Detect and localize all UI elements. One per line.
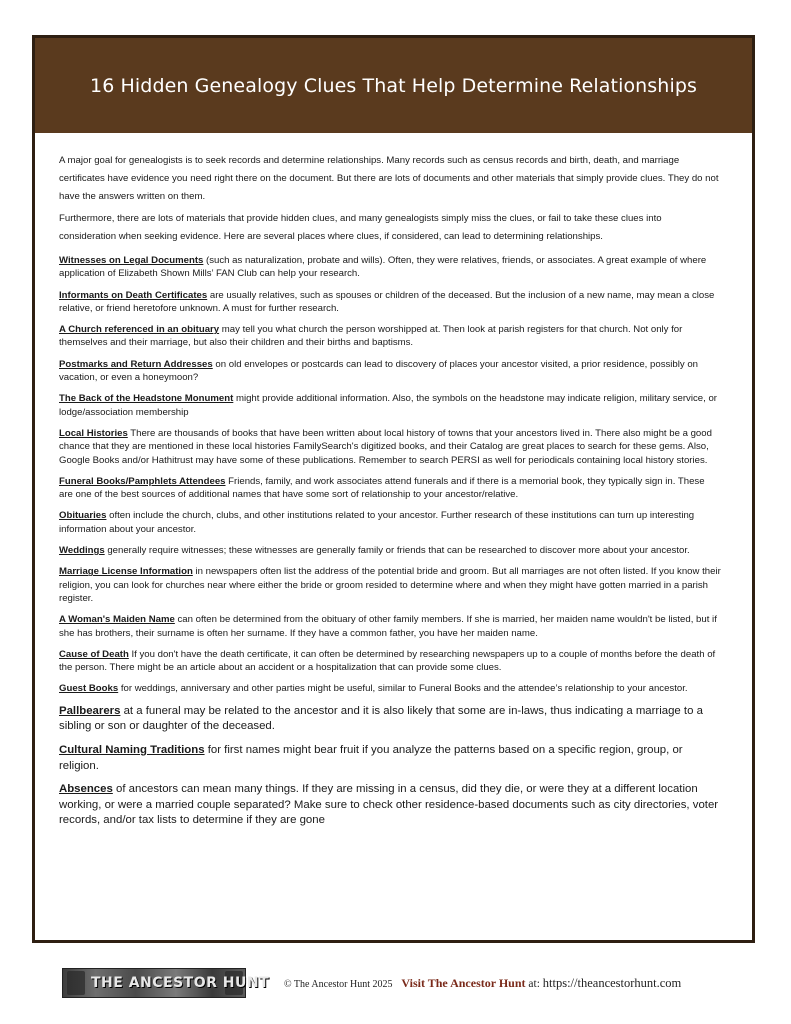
title-banner [35, 38, 752, 133]
visit-link[interactable]: Visit The Ancestor Hunt [401, 976, 526, 990]
clue-text: for weddings, anniversary and other parties might be useful, similar to Funeral Books and the attendee’s relationship to your ancestor. [118, 683, 688, 695]
clue-term: Weddings [59, 545, 105, 557]
at-label: at: [525, 978, 543, 990]
page-footer [62, 964, 762, 1000]
clue-text: of ancestors can mean many things. If they are missing in a census, did they die, or were they at a different location working, or were a married couple separated? Make sure to check other residence-based documents such as city directories, voter records, and/or tax lists to determine if they are gone [59, 783, 719, 827]
clue-item [59, 289, 721, 316]
clue-item [59, 743, 721, 774]
clue-term: Pallbearers [59, 704, 121, 717]
clue-text: in newspapers often list the address of the potential bride and groom. But all marriages are not often listed. If you know their religion, you can look for churches near where either the bride or groom resided to determine where and when they might have gotten married in a parish register. [59, 566, 721, 604]
clue-text: can often be determined from the obituary of other family members. If she is married, her maiden name wouldn't be listed, but if she has brothers, their surname is often her surname. If they have a common father, you have her maiden name. [59, 614, 717, 639]
clue-item [59, 427, 721, 467]
clue-text: There are thousands of books that have been written about local history of towns that your ancestors lived in. There also might be a good chance that they are mentioned in these local histories FamilySearch's digitized books, and their Catalog are great places to search for these gems. Also, Google Books and/or Hathitrust may have some of these publications. Remember to search PERSI as well for periodicals containing local history stories. [59, 427, 712, 466]
clue-item [59, 704, 721, 735]
clue-text: generally require witnesses; these witnesses are generally family or friends that can be researched to discover more about your ancestor. [104, 545, 690, 557]
portrait-photo [67, 971, 85, 995]
clue-item [59, 613, 721, 640]
intro-paragraph: A major goal for genealogists is to seek records and determine relationships. Many records such as census records and birth, death, and marriage certificates have evidence you need right there on the document. But there are lots of documents and other materials that simply provide clues. They do not have the answers written on them. [59, 155, 719, 202]
clue-term: Funeral Books/Pamphlets Attendees [59, 475, 226, 487]
clue-text: If you don't have the death certificate, it can often be determined by researching newspapers up to a couple of months before the death of the person. There might be an article about an accident or a hospitalization that can provide some clues. [59, 648, 716, 674]
site-url-link[interactable]: https://theancestorhunt.com [542, 976, 682, 990]
clue-text: might provide additional information. Also, the symbols on the headstone may indicate religion, military service, or lodge/association membership [59, 393, 717, 418]
clue-item [59, 544, 721, 557]
clue-term: A Church referenced in an obituary [59, 324, 220, 336]
clue-item [59, 254, 721, 281]
clue-term: A Woman's Maiden Name [59, 614, 175, 626]
clue-item [59, 475, 721, 502]
clue-text: at a funeral may be related to the ancestor and it is also likely that some are in-laws, thus indicating a marriage to a sibling or son or daughter of the deceased. [59, 704, 703, 733]
intro-paragraph: Furthermore, there are lots of materials that provide hidden clues, and many genealogists simply miss the clues, or fail to take these clues into consideration when seeking evidence. Here are several places where clues, if considered, can lead to determining relationships. [59, 213, 662, 242]
clue-item [59, 682, 721, 695]
clue-term: Witnesses on Legal Documents [59, 255, 204, 266]
clue-item [59, 392, 721, 419]
clue-item [59, 565, 721, 605]
clue-text: for first names might bear fruit if you analyze the patterns based on a specific region, group, or religion. [59, 743, 683, 772]
clue-text: are usually relatives, such as spouses or children of the deceased. But the inclusion of a new name, may mean a close relative, or friend heretofore unknown. A must for further research. [59, 289, 715, 314]
clue-item [59, 358, 721, 385]
clue-item [59, 782, 721, 829]
footer-credit [284, 976, 681, 991]
clue-item [59, 648, 721, 675]
clue-item [59, 509, 721, 536]
ancestor-hunt-logo[interactable] [62, 968, 270, 998]
copyright-text: © The Ancestor Hunt 2025 [284, 979, 393, 990]
clue-term: Marriage License Information [59, 566, 193, 578]
clue-text: may tell you what church the person worshipped at. Then look at parish registers for that church. Not only for themselves and their marriage, but also their children and their births and baptisms. [59, 324, 683, 349]
document-frame [32, 35, 755, 943]
clue-term: Local Histories [59, 427, 128, 439]
clue-term: The Back of the Headstone Monument [59, 393, 234, 405]
clue-term: Guest Books [59, 683, 119, 695]
clue-term: Absences [59, 783, 113, 796]
clue-term: Informants on Death Certificates [59, 289, 208, 301]
clue-text: on old envelopes or postcards can lead to discovery of places your ancestor visited, a prior residence, possibly on vacation, or even a honeymoon? [59, 358, 699, 384]
logo-text: THE ANCESTOR HUNT [91, 975, 270, 991]
clue-text: often include the church, clubs, and other institutions related to your ancestor. Further research of these institutions can turn up interesting information about your ancestor. [59, 510, 695, 535]
clue-term: Cause of Death [59, 648, 129, 660]
clue-text: Friends, family, and work associates attend funerals and if there is a memorial book, they typically sign in. These are one of the best sources of additional names that have some sort of relationship to your ancestor/relative. [59, 475, 705, 501]
document-body [59, 152, 721, 837]
clue-item [59, 323, 721, 350]
clue-term: Cultural Naming Traditions [59, 743, 205, 756]
page-title: 16 Hidden Genealogy Clues That Help Determine Relationships [90, 74, 697, 97]
clue-term: Obituaries [59, 510, 107, 522]
clue-term: Postmarks and Return Addresses [59, 358, 213, 370]
clue-text: (such as naturalization, probate and wills). Often, they were relatives, friends, or associates. A great example of where application of Elizabeth Shown Mills’ FAN Club can help your research. [59, 255, 707, 280]
